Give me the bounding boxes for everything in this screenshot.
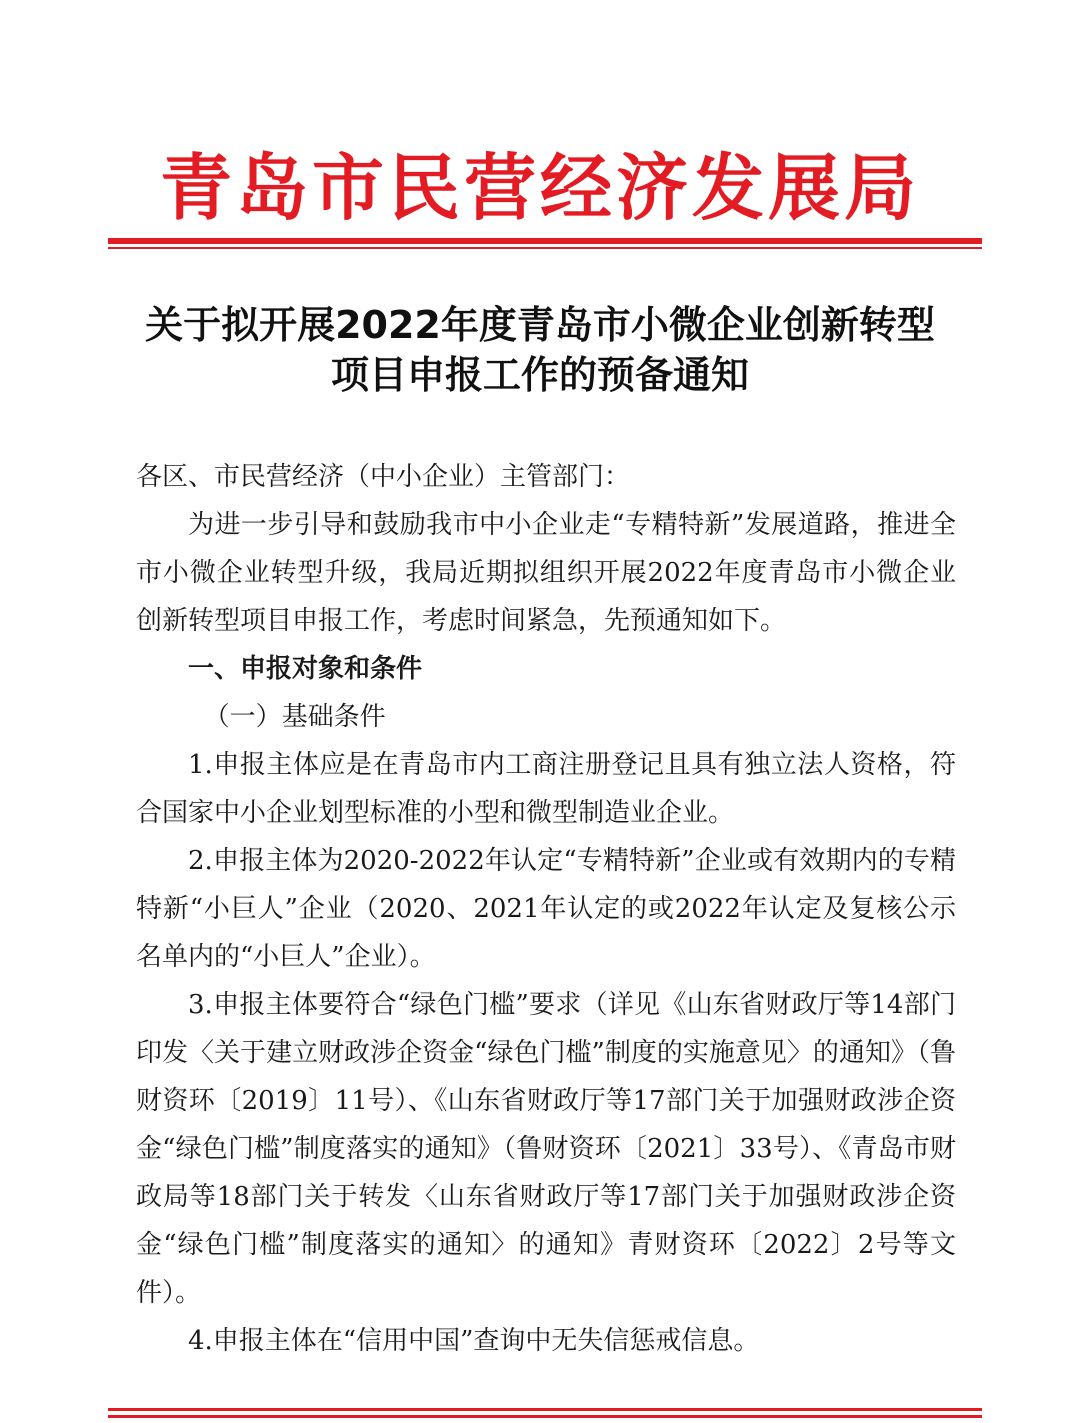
agency-letterhead: 青岛市民营经济发展局 bbox=[159, 146, 920, 230]
subsection-heading-1: （一）基础条件 bbox=[203, 702, 386, 732]
list-item: 4.申报主体在“信用中国”查询中无失信惩戒信息。 bbox=[188, 1326, 760, 1356]
list-item: 2.申报主体为2020-2022年认定“专精特新”企业或有效期内的专精特新“小巨人”企业（2020、2021年认定的或2022年认定及复核公示名单内的“小巨人”企业）。 bbox=[136, 846, 956, 972]
section-heading-1: 一、申报对象和条件 bbox=[188, 654, 423, 684]
list-item: 1.申报主体应是在青岛市内工商注册登记且具有独立法人资格，符合国家中小企业划型标准的小型和微型制造业企业。 bbox=[136, 750, 956, 828]
footer-rule-2 bbox=[108, 1415, 982, 1418]
title-line-2: 项目申报工作的预备通知 bbox=[330, 353, 749, 397]
header-rule-thin bbox=[108, 247, 982, 249]
salutation: 各区、市民营经济（中小企业）主管部门： bbox=[136, 462, 631, 492]
document-title bbox=[0, 300, 1080, 400]
intro-paragraph: 为进一步引导和鼓励我市中小企业走“专精特新”发展道路，推进全市小微企业转型升级，我局近期拟组织开展2022年度青岛市小微企业创新转型项目申报工作，考虑时间紧急，先预通知如下。 bbox=[136, 510, 956, 636]
title-line-1: 关于拟开展2022年度青岛市小微企业创新转型 bbox=[145, 303, 935, 347]
footer-rule-1 bbox=[108, 1408, 982, 1411]
header-rule-thick bbox=[108, 238, 982, 244]
list-item: 3.申报主体要符合“绿色门槛”要求（详见《山东省财政厅等14部门印发〈关于建立财政涉企资金“绿色门槛”制度的实施意见〉的通知》（鲁财资环〔2019〕11号）、《山东省财政厅等17部门关于加强财政涉企资金“绿色门槛”制度落实的通知》（鲁财资环〔2021〕33号）、《青岛市财政局等18部门关于转发〈山东省财政厅等17部门关于加强财政涉企资金“绿色门槛”制度落实的通知〉的通知》青财资环〔2022〕2号等文件）。 bbox=[136, 990, 956, 1308]
document-body bbox=[136, 453, 956, 1365]
